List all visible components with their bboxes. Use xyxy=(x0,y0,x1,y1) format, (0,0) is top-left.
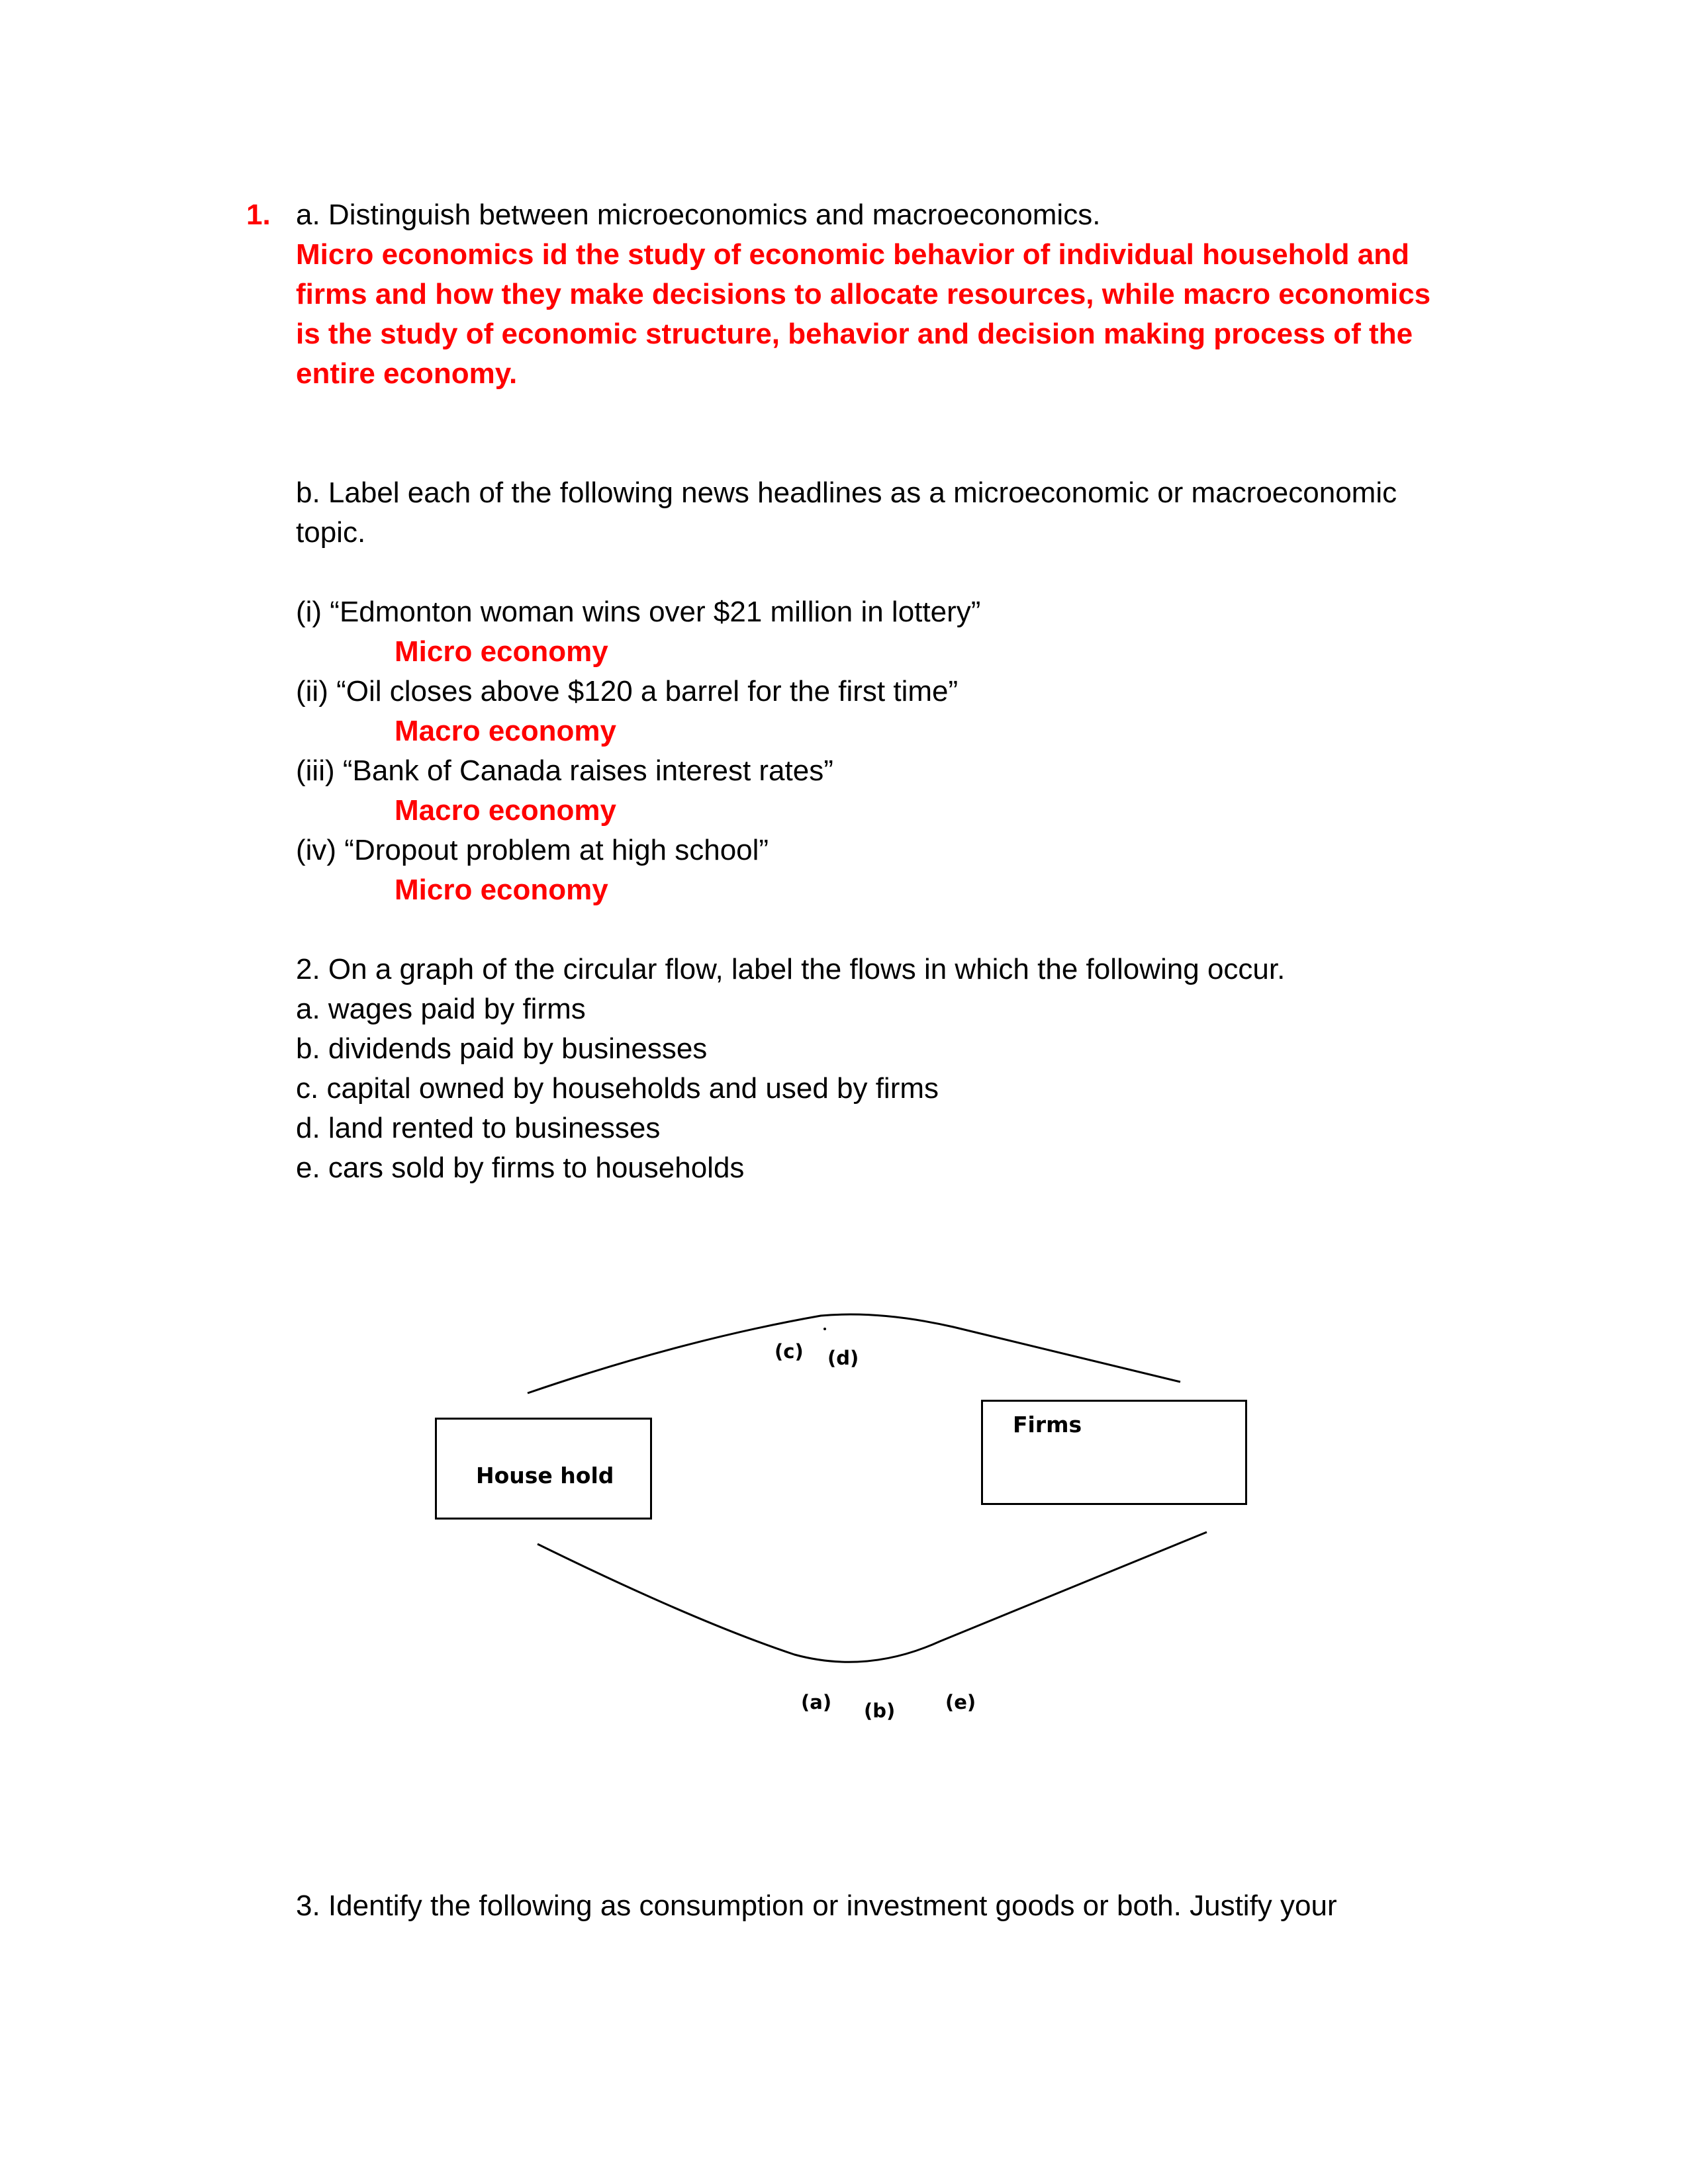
headline-ii-answer: Macro economy xyxy=(395,715,616,747)
bottom-flow-arc xyxy=(538,1532,1207,1662)
question-2-item-d: d. land rented to businesses xyxy=(296,1112,661,1144)
question-2-item-c: c. capital owned by households and used by firms xyxy=(296,1072,939,1105)
small-dot-mark xyxy=(823,1328,826,1330)
answer-1a-line-2: firms and how they make decisions to allocate resources, while macro economics xyxy=(296,278,1431,310)
answer-1a-line-3: is the study of economic structure, behavior and decision making process of the xyxy=(296,318,1413,350)
answer-1a-line-4: entire economy. xyxy=(296,357,518,390)
headline-ii: (ii) “Oil closes above $120 a barrel for the first time” xyxy=(296,675,959,707)
headline-iii-answer: Macro economy xyxy=(395,794,616,827)
question-1b-line-1: b. Label each of the following news headlines as a microeconomic or macroeconomic xyxy=(296,477,1397,509)
answer-1a-line-1: Micro economics id the study of economic behavior of individual household and xyxy=(296,238,1409,271)
headline-iv-answer: Micro economy xyxy=(395,874,608,906)
flow-label-d: (d) xyxy=(827,1347,859,1369)
question-1-number: 1. xyxy=(246,199,271,231)
flow-label-c: (c) xyxy=(774,1340,804,1363)
question-1b-line-2: topic. xyxy=(296,516,366,549)
headline-i-answer: Micro economy xyxy=(395,635,608,668)
headline-i: (i) “Edmonton woman wins over $21 million in lottery” xyxy=(296,596,981,628)
question-2-text: 2. On a graph of the circular flow, label the flows in which the following occur. xyxy=(296,953,1286,985)
flow-label-e: (e) xyxy=(945,1691,976,1713)
headline-iv: (iv) “Dropout problem at high school” xyxy=(296,834,769,866)
firms-label: Firms xyxy=(1013,1412,1082,1437)
flow-label-b: (b) xyxy=(864,1700,896,1722)
question-2-item-a: a. wages paid by firms xyxy=(296,993,586,1025)
question-1a-text: a. Distinguish between microeconomics and macroeconomics. xyxy=(296,199,1101,231)
question-2-item-e: e. cars sold by firms to households xyxy=(296,1152,745,1184)
flow-label-a: (a) xyxy=(801,1691,832,1713)
question-2-item-b: b. dividends paid by businesses xyxy=(296,1032,708,1065)
household-label: House hold xyxy=(476,1463,614,1488)
headline-iii: (iii) “Bank of Canada raises interest rates” xyxy=(296,754,833,787)
question-3-text: 3. Identify the following as consumption or investment goods or both. Justify your xyxy=(296,1889,1337,1922)
